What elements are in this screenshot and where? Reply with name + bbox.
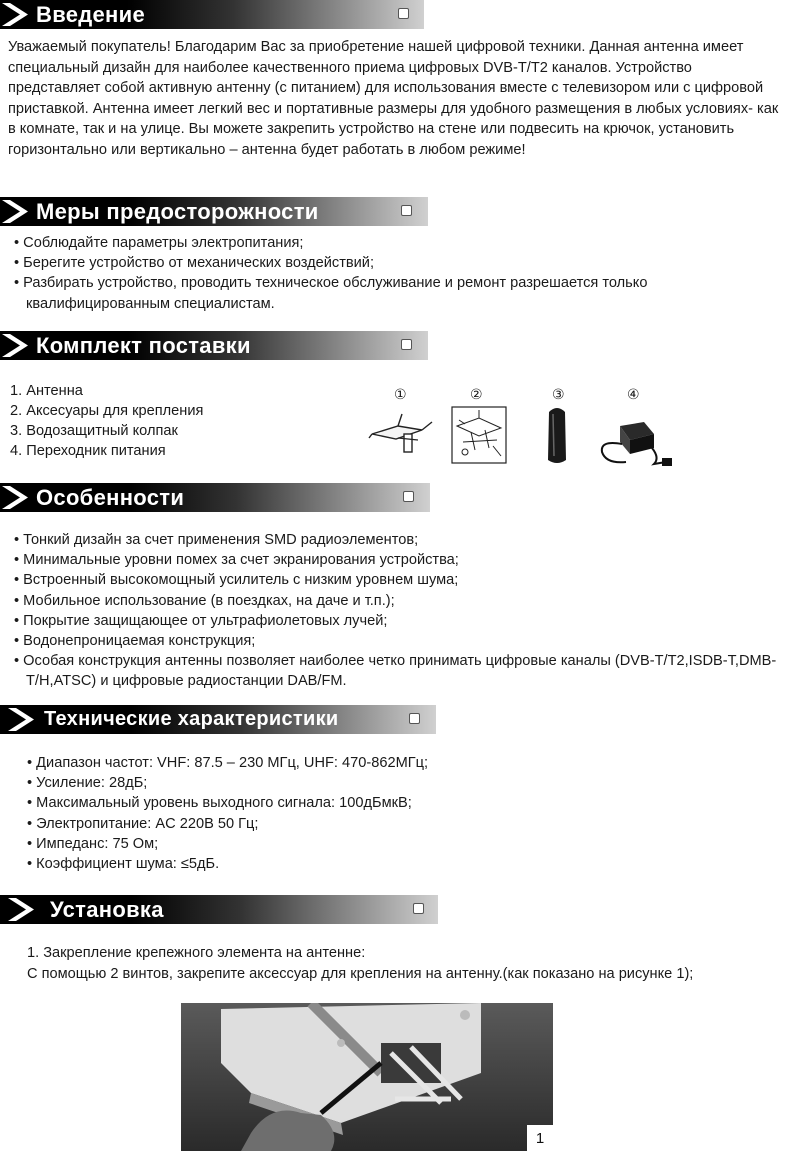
- list-item: • Усиление: 28дБ;: [27, 775, 148, 792]
- arrow-icon: [2, 3, 32, 26]
- list-item: • Водонепроницаемая конструкция;: [14, 633, 256, 650]
- section-header-kit: [0, 331, 428, 360]
- install-step-1: 1. Закрепление крепежного элемента на антенне:: [27, 945, 366, 961]
- specs-list: [27, 753, 428, 874]
- figure-number: 1: [535, 1130, 545, 1147]
- list-item: • Мобильное использование (в поездках, на даче и т.п.);: [14, 592, 395, 609]
- section-title: Меры предосторожности: [36, 199, 319, 224]
- section-title: Установка: [50, 897, 164, 922]
- section-header-specs: [0, 705, 436, 734]
- waterproof-cap-illustration: [544, 404, 570, 468]
- item-marker-3: ③: [552, 386, 565, 402]
- section-header-precautions: [0, 197, 428, 226]
- item-marker-4: ④: [627, 386, 640, 402]
- square-icon: [403, 491, 414, 502]
- list-item: • Встроенный высокомощный усилитель с низким уровнем шума;: [14, 572, 459, 589]
- item-marker-2: ②: [470, 386, 483, 402]
- square-icon: [398, 8, 409, 19]
- list-item: • Коэффициент шума: ≤5дБ.: [27, 856, 220, 873]
- list-item: • Соблюдайте параметры электропитания;: [14, 235, 304, 251]
- square-icon: [401, 205, 412, 216]
- antenna-illustration: [368, 412, 434, 456]
- list-item: • Электропитание: AC 220В 50 Гц;: [27, 815, 259, 832]
- square-icon: [401, 339, 412, 350]
- list-item: • Диапазон частот: VHF: 87.5 – 230 МГц, UHF: 470-862МГц;: [27, 755, 429, 771]
- section-header-intro: [0, 0, 424, 29]
- section-title: Особенности: [36, 485, 185, 510]
- features-list: [4, 530, 780, 692]
- arrow-icon: [8, 708, 38, 731]
- list-item: 3. Водозащитный колпак: [10, 423, 178, 439]
- section-title: Введение: [36, 2, 146, 27]
- arrow-icon: [8, 898, 38, 921]
- square-icon: [413, 903, 424, 914]
- list-item: • Тонкий дизайн за счет применения SMD радиоэлементов;: [14, 532, 419, 548]
- power-adapter-illustration: [596, 414, 676, 472]
- list-item: 2. Аксесуары для крепления: [10, 403, 204, 419]
- square-icon: [409, 713, 420, 724]
- kit-list: [10, 381, 203, 461]
- arrow-icon: [2, 200, 32, 223]
- mount-accessories-illustration: [451, 406, 507, 464]
- section-header-install: [0, 895, 438, 924]
- list-item: 4. Переходник питания: [10, 443, 166, 459]
- installation-photo: [181, 1003, 553, 1151]
- list-item: • Минимальные уровни помех за счет экранирования устройства;: [14, 552, 459, 569]
- section-header-features: [0, 483, 430, 512]
- list-item: 1. Антенна: [10, 383, 83, 399]
- list-item: • Особая конструкция антенны позволяет наиболее четко принимать цифровые каналы (DVB-T/T2,ISDB-T,DMB-T/H,ATSC) и цифровые радиостанции DAB/FM.: [14, 653, 777, 690]
- install-step-1-text: С помощью 2 винтов, закрепите аксессуар для крепления на антенну.(как показано на рисунке 1);: [27, 966, 694, 982]
- list-item: • Импеданс: 75 Ом;: [27, 835, 159, 852]
- precautions-list: [4, 233, 780, 314]
- list-item: • Разбирать устройство, проводить техническое обслуживание и ремонт разрешается только квалифицированным специалистам.: [14, 275, 648, 312]
- section-title: Технические характеристики: [44, 708, 339, 730]
- list-item: • Берегите устройство от механических воздействий;: [14, 255, 375, 272]
- arrow-icon: [2, 334, 32, 357]
- list-item: • Покрытие защищающее от ультрафиолетовых лучей;: [14, 612, 388, 629]
- list-item: • Максимальный уровень выходного сигнала: 100дБмкВ;: [27, 795, 412, 812]
- intro-paragraph: Уважаемый покупатель! Благодарим Вас за приобретение нашей цифровой техники. Данная антенна имеет специальный дизайн для наиболее качественного приема цифровых DVB-T/T2 каналов. Устройство представляет собой активную антенну (с питанием) для использования вместе с телевизором или с цифровой приставкой. Антенна имеет легкий вес и портативные размеры для удобного размещения в любых условиях- как в комнате, так и на улице. Вы можете закрепить устройство на стене или подвесить на крючок, установить горизонтально или вертикально – антенна будет работать в любом режиме!: [8, 39, 779, 158]
- item-marker-1: ①: [394, 386, 407, 402]
- arrow-icon: [2, 486, 32, 509]
- section-title: Комплект поставки: [36, 333, 251, 358]
